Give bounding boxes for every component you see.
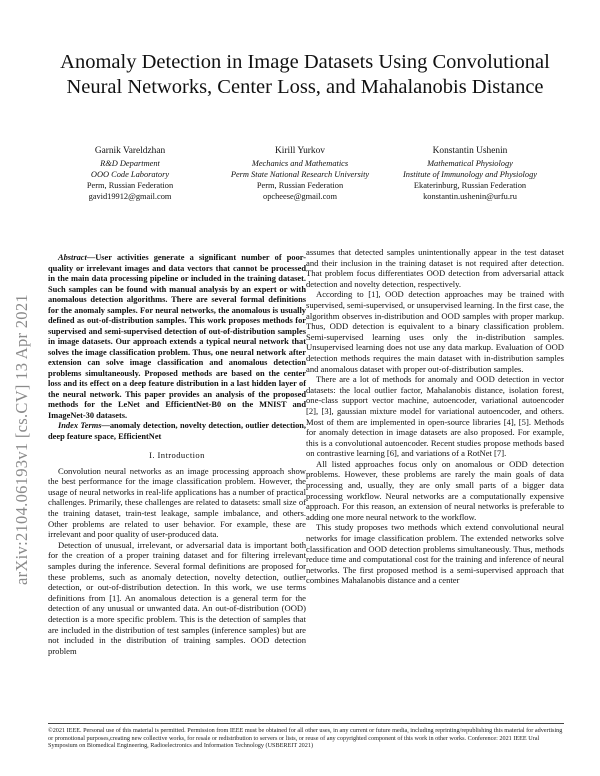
- author-location: Ekaterinburg, Russian Federation: [413, 181, 527, 190]
- author-department: R&D Department: [100, 159, 160, 168]
- author-block: [40, 145, 560, 215]
- author-location: Perm, Russian Federation: [86, 181, 174, 190]
- author-location: Perm, Russian Federation: [256, 181, 344, 190]
- section-heading: I. Introduction: [149, 450, 205, 460]
- paragraph: Detection of unusual, irrelevant, or adversarial data is important both for the creation of a proper training dataset and for filtering irrelevant samples during the inference. Several formal definitions are proposed for these problems, such as anomaly detection, novelty detection, outlier detection, or out-of-distribution detection. In this work, we use terms definitions from [1]. An anomalous detection is a general term for the detection of any unusual or unwanted data. An out-of-distribution (OOD) detection is a more specific problem. This is the detection of samples that are included in the distribution of test samples (inference samples) but are not included in the distribution of training samples. OOD detection problem: [48, 539, 306, 656]
- author-1: [40, 145, 220, 202]
- abstract-text: —User activities generate a significant number of poor-quality or irrelevant images and data vectors that cannot be processed in the main data processing pipeline or included in the training dataset. Such samples can be found with manual analysis by an expert or with anomalous detection algorithms. There are several formal definitions for the anomaly samples. For neural networks, the anomalous is usually defined as out-of-distribution samples. This work proposes methods for supervised and semi-supervised detection of out-of-distribution samples in image datasets. Our approach extends a typical neural network that solves the image classification problem. Thus, one neural network after extension can solve image classification and anomalous detection problems simultaneously. Proposed methods are based on the center loss and its effect on a deep feature distribution in a last hidden layer of the neural network. This paper provides an analysis of the proposed methods for the LeNet and EfficientNet-B0 on the MNIST and ImageNet-30 datasets.: [48, 253, 306, 420]
- author-department: Mathematical Physiology: [427, 159, 513, 168]
- paragraph: All listed approaches focus only on anomalous or ODD detection problems. However, these problems are rarely the main goals of data processing and, usually, they are only small parts of a bigger data processing workflow. Neural networks are a computationally expensive approach. For this reason, an extension of neural networks is preferable to adding one more neural network to the workflow.: [306, 458, 564, 522]
- abstract-label: Abstract: [58, 253, 87, 262]
- paragraph: According to [1], OOD detection approaches may be trained with supervised, semi-supervised, or unsupervised learning. In the first case, the algorithm observes in-distribution and OOD samples with proper markup. Thus, ODD detection is equivalent to a binary classification problem. Semi-supervised learning uses only the in-distribution samples. Unsupervised learning does not use any data markup. Evaluation of OOD detection methods requires the main dataset with in-distribution samples and anomalous dataset with proper out-of-distribution samples.: [306, 289, 564, 374]
- author-email[interactable]: gavid19912@gmail.com: [88, 192, 172, 201]
- arxiv-identifier: arXiv:2104.06193v1 [cs.CV] 13 Apr 2021: [12, 294, 31, 585]
- paragraph: This study proposes two methods which extend convolutional neural networks for image classification problem. The extended networks solve classification and OOD detection problems simultaneously. Thus, methods reduce time and computational cost for the training and inference of neural networks. The first proposed method is a semi-supervised approach that combines Mahalanobis distance and a center: [306, 522, 564, 586]
- author-name: Garnik Vareldzhan: [94, 146, 166, 156]
- author-2: [200, 145, 400, 202]
- copyright-footnote: [48, 723, 564, 768]
- author-department: Mechanics and Mathematics: [251, 159, 349, 168]
- author-organization: Perm State National Research University: [230, 170, 370, 179]
- author-organization: OOO Code Laboratory: [90, 170, 170, 179]
- footnote-text: ©2021 IEEE. Personal use of this material is permitted. Permission from IEEE must be obtained for all other uses, in any current or future media, including reprinting/republishing this material for advertising or promotional purposes,creating new collective works, for resale or redistribution to servers or lists, or reuse of any copyrighted component of this work in other works. Conference: 2021 IEEE Ural Symposium on Biomedical Engineering, Radioelectronics and Information Technology (USBEREIT 2021): [48, 727, 563, 750]
- author-3: [380, 145, 560, 202]
- paragraph: There are a lot of methods for anomaly and OOD detection in vector datasets: the local outlier factor, Mahalanobis distance, isolation forest, one-class support vector machine, autoencoder, variational autoencoder [2], [3], gaussian mixture model for variational autoencoder, and others. Most of them are implemented in open-source libraries [4], [5]. Methods for anomaly detection in image datasets are also proposed. For example, this is a convolutional autoencoder. Recent studies propose methods based on contrastive learning [6], and variations of a RotNet [7].: [306, 374, 564, 459]
- right-column: [306, 247, 564, 586]
- paper-title: Anomaly Detection in Image Datasets Using Convolutional Neural Networks, Center Loss, and Mahalanobis Distance: [60, 51, 550, 98]
- author-organization: Institute of Immunology and Physiology: [403, 170, 537, 179]
- author-name: Konstantin Ushenin: [432, 146, 508, 156]
- author-email[interactable]: konstantin.ushenin@urfu.ru: [423, 192, 517, 201]
- author-name: Kirill Yurkov: [275, 146, 325, 156]
- left-column: [48, 253, 306, 656]
- abstract: [48, 253, 306, 421]
- index-terms: [48, 421, 306, 442]
- author-email[interactable]: opcheese@gmail.com: [263, 192, 337, 201]
- index-terms-label: Index Terms: [58, 421, 102, 430]
- index-terms-text: —anomaly detection, novelty detection, outlier detection, deep feature space, EfficientNet: [48, 421, 307, 441]
- paragraph: Convolution neural networks as an image processing approach show the best performance for the image classification problem. However, the usage of neural networks in real-life applications has a number of practical challenges. Primarily, these challenges are related to datasets: small size of the training dataset, train-test leakage, sample imbalance, and others. Other problems are related to user behavior. For example, these are irrelevant and poor quality of user-produced data.: [48, 465, 306, 540]
- paragraph: assumes that detected samples unintentionally appear in the test dataset and their inclusion in the training dataset is not required after detection. That problem focus differentiates OOD detection from adversarial attack detection and novelty detection, respectively.: [306, 247, 564, 289]
